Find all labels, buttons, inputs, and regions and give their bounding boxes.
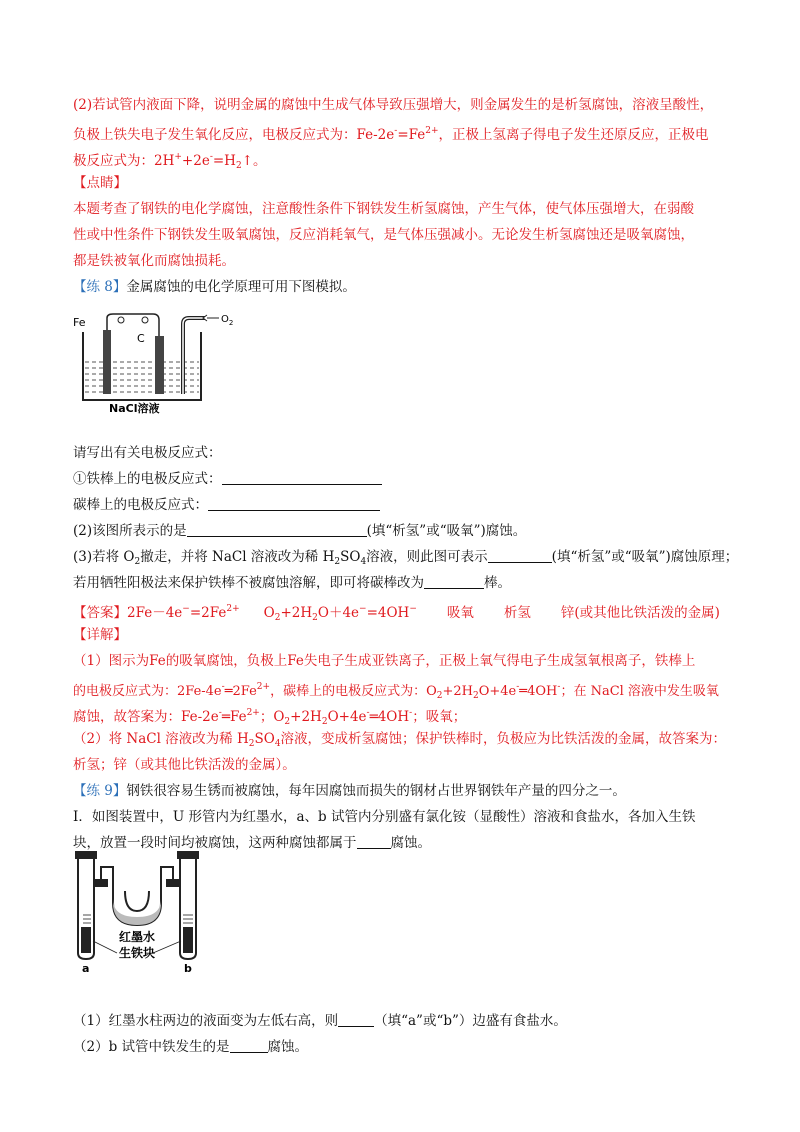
ex8-detail-2: 的电极反应式为：$2Fe-4e^-═2Fe^{2+}$，碳棒上的电极反应式为：$O_2+2H_2O+4e^-═4OH^-$；在 NaCl 溶液中发生吸氧 (73, 682, 719, 701)
ex8-answer: 【答案】$2Fe-4e^-=2Fe^{2+}$ $O_2+2H_2O+4e^-=4OH^-$ 吸氧 析氢 锌(或其他比铁活泼的金属) (73, 604, 720, 623)
answer-blank[interactable] (338, 1012, 374, 1027)
ex9-p2: 块，放置一段时间均被腐蚀，这两种腐蚀都属于 腐蚀。 (73, 835, 431, 851)
iron-block-b (183, 927, 193, 953)
ex9-tag: 【练 9】 (73, 783, 127, 799)
u-tube (101, 867, 173, 925)
iron-block-a (81, 927, 91, 953)
tip-line-1: 本题考查了钢铁的电化学腐蚀，注意酸性条件下钢铁发生析氢腐蚀，产生气体，使气体压强增大，在弱酸 (73, 201, 694, 217)
analysis-line-2: 负极上铁失电子发生氧化反应，电极反应式为：$Fe-2e^-=Fe^{2+}$，正极上氢离子得电子发生还原反应，正极电 (73, 126, 709, 143)
answer-blank[interactable] (222, 470, 382, 485)
answer-blank[interactable] (208, 496, 380, 511)
ex8-q2: (2)该图所表示的是 (填“析氢”或“吸氧”)腐蚀。 (73, 523, 527, 539)
ex8-q1: ①铁棒上的电极反应式： (73, 466, 733, 492)
ex9-q1: （1）红墨水柱两边的液面变为左低右高，则 （填“a”或“b”）边盛有食盐水。 (73, 1013, 567, 1029)
o2-label: $O_2$ (221, 314, 234, 327)
u-tube-figure (73, 845, 213, 975)
ex8-q1b: 碳棒上的电极反应式： (73, 492, 733, 518)
label-a: a (82, 962, 90, 975)
analysis-line-3: 极反应式为：$2H^++2e^-=H_2↑$。 (73, 152, 267, 171)
electrochem-cell-figure (73, 310, 243, 415)
fe-rod (103, 330, 111, 394)
ex9-title: 【练 9】钢铁很容易生锈而被腐蚀，每年因腐蚀而损失的钢材占世界钢铁年产量的四分之一。 (73, 783, 626, 799)
fe-label: Fe (73, 316, 86, 329)
ink-label: 红墨水 (119, 930, 156, 944)
answer-blank[interactable] (187, 522, 367, 537)
ex8-q3-line2: 若用牺牲阳极法来保护铁棒不被腐蚀溶解，即可将碳棒改为 棒。 (73, 575, 511, 591)
ex8-q3-line1: (3)若将 $O_2$撤走，并将 NaCl 溶液改为稀 $H_2SO_4$溶液，则此图可表示 (填“析氢”或“吸氧”)腐蚀原理； (73, 549, 739, 567)
answer-blank[interactable] (357, 834, 391, 849)
ex8-detail-3: 腐蚀，故答案为：$Fe-2e^-═Fe^{2+}$；$O_2+2H_2O+4e^-═4OH^-$；吸氧； (73, 708, 467, 727)
iron-label: 生铁块 (119, 946, 156, 960)
tip-heading: 【点睛】 (73, 175, 127, 191)
ex9-q2: （2）b 试管中铁发生的是 腐蚀。 (73, 1039, 309, 1055)
left-stopper (75, 851, 97, 859)
ex8-detail-5: 析氢；锌（或其他比铁活泼的金属）。 (73, 757, 296, 773)
label-b: b (184, 962, 192, 975)
ex8-title: 【练 8】金属腐蚀的电化学原理可用下图模拟。 (73, 279, 356, 295)
answer-blank[interactable] (230, 1038, 268, 1053)
answer-blank[interactable] (488, 548, 552, 563)
ex8-detail-1: （1）图示为Fe的吸氧腐蚀，负极上Fe失电子生成亚铁离子，正极上氧气得电子生成氢氧根离子，铁棒上 (73, 653, 696, 669)
tip-line-3: 都是铁被氧化而腐蚀损耗。 (73, 253, 235, 269)
ex8-q-intro: 请写出有关电极反应式： (73, 445, 222, 461)
nacl-label: NaCl溶液 (109, 402, 160, 415)
tip-line-2: 性或中性条件下钢铁发生吸氧腐蚀，反应消耗氧气，是气体压强减小。无论发生析氢腐蚀还是吸氧腐蚀， (73, 227, 694, 243)
ex8-detail-4: （2）将 NaCl 溶液改为稀 $H_2SO_4$溶液，变成析氢腐蚀；保护铁棒时，负极应为比铁活泼的金属，故答案为： (73, 731, 727, 749)
answer-blank[interactable] (424, 574, 484, 589)
ex8-detail-heading: 【详解】 (73, 627, 127, 643)
right-stopper (177, 851, 199, 859)
wire (107, 314, 159, 336)
analysis-line-1: (2)若试管内液面下降，说明金属的腐蚀中生成气体导致压强增大，则金属发生的是析氢腐蚀，溶液呈酸性， (73, 97, 714, 113)
ex8-tag: 【练 8】 (73, 279, 127, 295)
ex9-p1: I．如图装置中，U 形管内为红墨水，a、b 试管内分别盛有氯化铵（显酸性）溶液和食盐水，各加入生铁 (73, 809, 696, 825)
c-rod (155, 336, 164, 394)
c-label: C (137, 332, 145, 345)
